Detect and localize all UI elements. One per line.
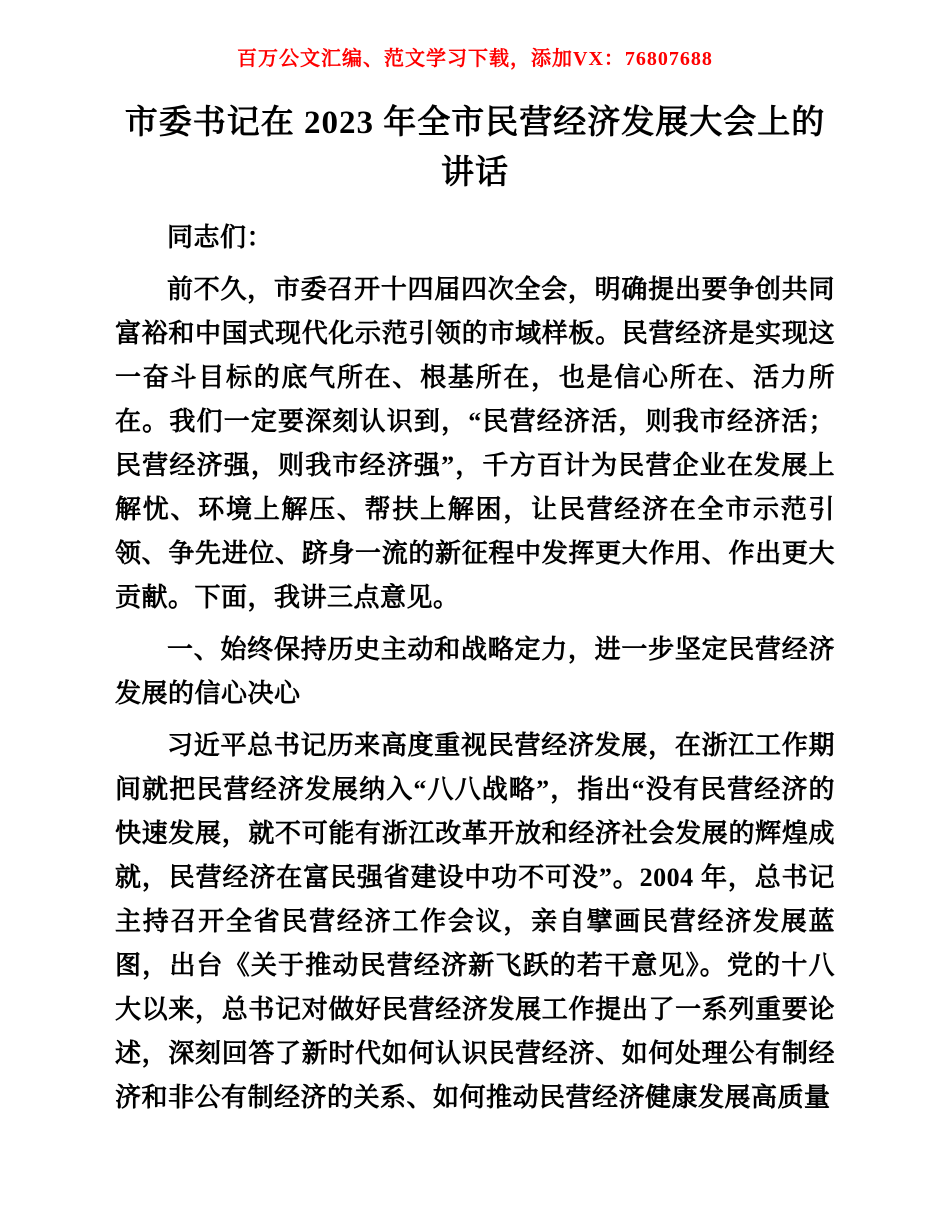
watermark-notice: 百万公文汇编、范文学习下载，添加VX：76807688 (237, 48, 713, 70)
paragraph-intro: 前不久，市委召开十四届四次全会，明确提出要争创共同富裕和中国式现代化示范引领的市域样板。民营经济是实现这一奋斗目标的底气所在、根基所在，也是信心所在、活力所在。我们一定要深刻认识到，“民营经济活，则我市经济活；民营经济强，则我市经济强”，千方百计为民营企业在发展上解忧、环境上解压、帮扶上解困，让民营经济在全市示范引领、争先进位、跻身一流的新征程中发挥更大作用、作出更大贡献。下面，我讲三点意见。 (115, 275, 835, 612)
section-heading-1: 一、始终保持历史主动和战略定力，进一步坚定民营经济发展的信心决心 (115, 635, 835, 708)
paragraph-section1-body: 习近平总书记历来高度重视民营经济发展，在浙江工作期间就把民营经济发展纳入“八八战略”，指出“没有民营经济的快速发展，就不可能有浙江改革开放和经济社会发展的辉煌成就，民营经济在富民强省建设中功不可没”。2004 年，总书记主持召开全省民营经济工作会议，亲自擘画民营经济发展蓝图，出台《关于推动民营经济新飞跃的若干意见》。党的十八大以来，总书记对做好民营经济发展工作提出了一系列重要论述，深刻回答了新时代如何认识民营经济、如何处理公有制经济和非公有制经济的关系、如何推动民营经济健康发展高质量 (115, 731, 835, 1112)
paragraph-greeting: 同志们： (167, 223, 274, 252)
document-title: 市委书记在 2023 年全市民营经济发展大会上的讲话 (124, 105, 826, 191)
